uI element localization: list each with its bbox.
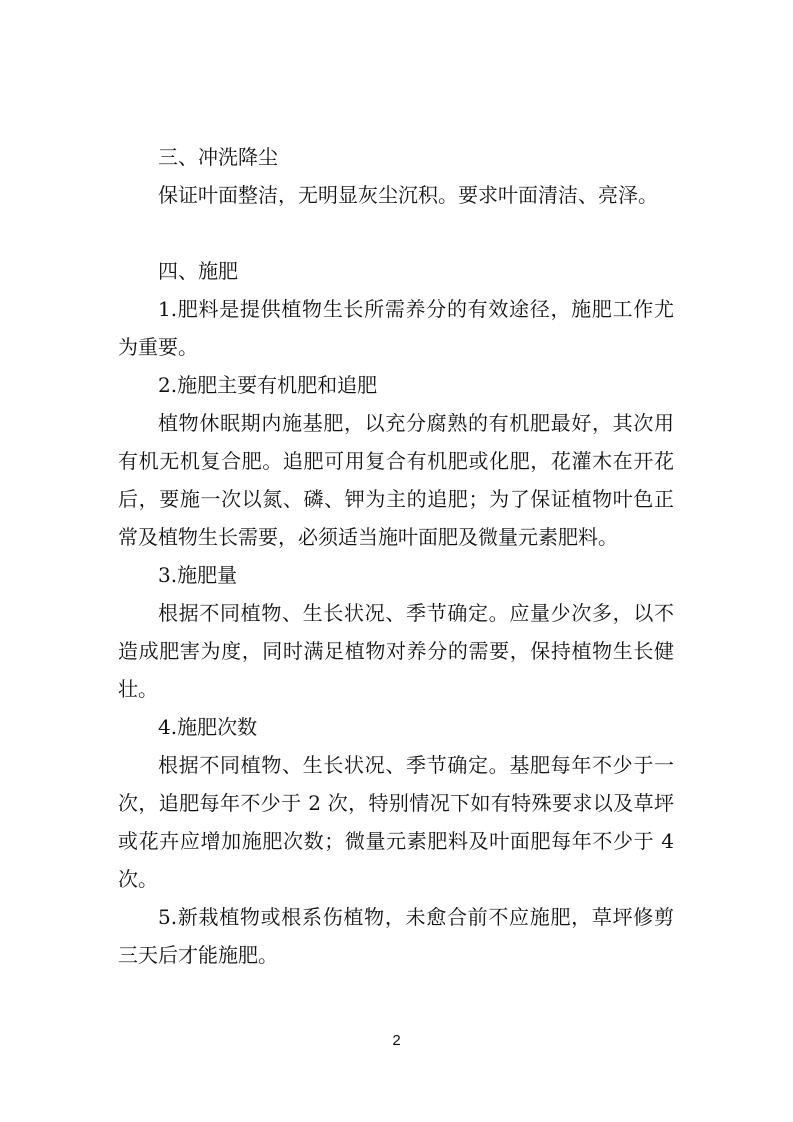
fertilizing-item-1: 1.肥料是提供植物生长所需养分的有效途径，施肥工作尤为重要。 xyxy=(118,297,674,359)
fertilizing-item-2-body: 植物休眠期内施基肥，以充分腐熟的有机肥最好，其次用有机无机复合肥。追肥可用复合有机肥或化肥，花灌木在开花后，要施一次以氮、磷、钾为主的追肥；为了保证植物叶色正常及植物生长需要，必须适当施叶面肥及微量元素肥料。 xyxy=(118,411,674,549)
section-paragraph-flushing: 保证叶面整洁，无明显灰尘沉积。要求叶面清洁、亮泽。 xyxy=(158,183,658,207)
section-heading-fertilizing: 四、施肥 xyxy=(158,259,238,283)
fertilizing-item-3-title: 3.施肥量 xyxy=(158,563,238,587)
section-heading-flushing: 三、冲洗降尘 xyxy=(158,145,278,169)
section-gap xyxy=(118,214,674,252)
fertilizing-item-4-title: 4.施肥次数 xyxy=(158,715,258,739)
fertilizing-item-4-body: 根据不同植物、生长状况、季节确定。基肥每年不少于一次，追肥每年不少于 2 次，特别情况下如有特殊要求以及草坪或花卉应增加施肥次数；微量元素肥料及叶面肥每年不少于 4 次。 xyxy=(118,753,674,891)
document-body xyxy=(118,138,674,974)
fertilizing-item-3-body: 根据不同植物、生长状况、季节确定。应量少次多，以不造成肥害为度，同时满足植物对养分的需要，保持植物生长健壮。 xyxy=(118,601,674,701)
page-number: 2 xyxy=(392,1032,401,1049)
fertilizing-item-2-title: 2.施肥主要有机肥和追肥 xyxy=(158,373,378,397)
fertilizing-item-5: 5.新栽植物或根系伤植物，未愈合前不应施肥，草坪修剪三天后才能施肥。 xyxy=(118,905,674,967)
